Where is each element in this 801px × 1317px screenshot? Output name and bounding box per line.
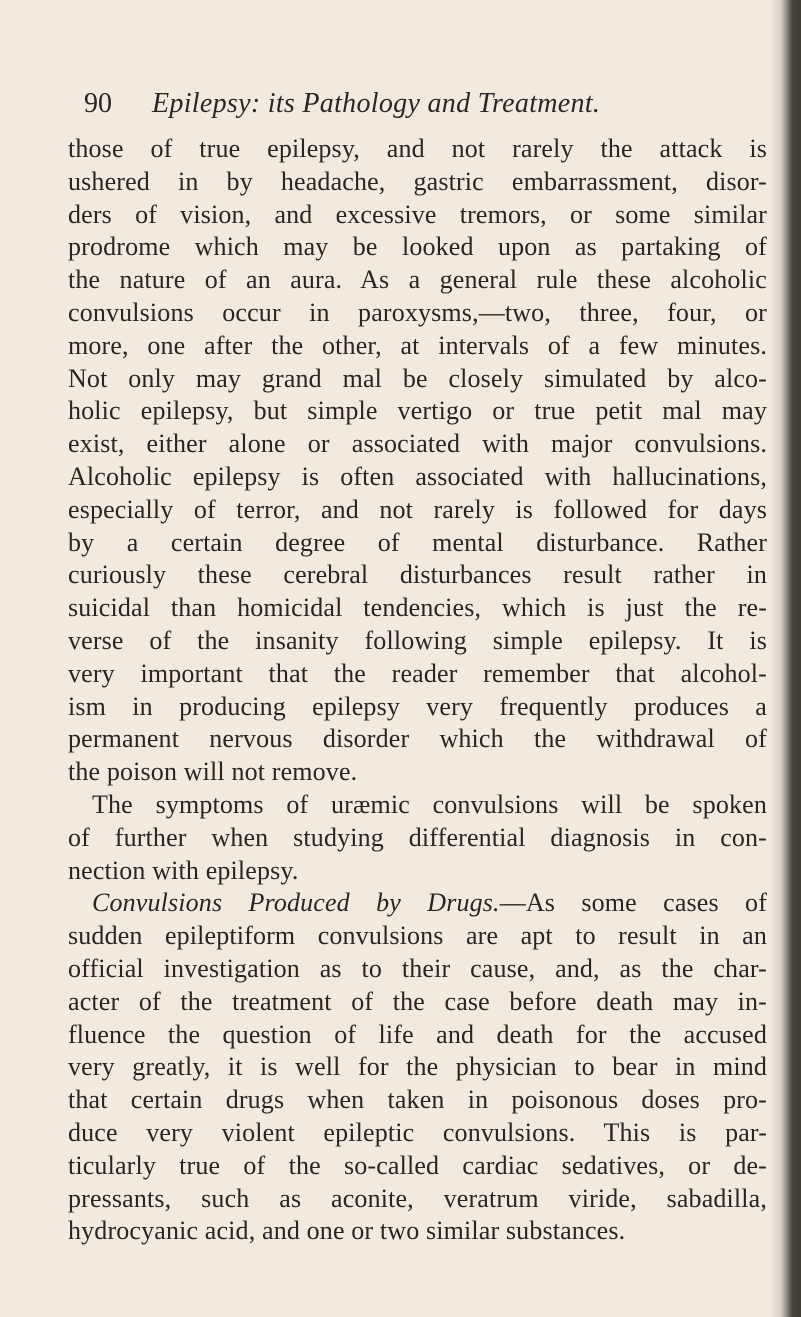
page-edge-shadow bbox=[771, 0, 801, 1317]
text-line: verse of the insanity following simple epilepsy. It is bbox=[68, 625, 767, 655]
text-line: prodrome which may be looked upon as partaking of bbox=[68, 232, 767, 262]
text-line: convulsions occur in paroxysms,—two, three, four, or bbox=[68, 297, 767, 327]
text-line: by a certain degree of mental disturbance. Rather bbox=[68, 527, 767, 557]
text-line: especially of terror, and not rarely is followed for days bbox=[68, 494, 767, 524]
section-first-line-rest: —As some cases of bbox=[499, 888, 768, 918]
text-line: permanent nervous disorder which the withdrawal of bbox=[68, 724, 767, 754]
running-title: Epilepsy: its Pathology and Treatment. bbox=[152, 88, 601, 119]
text-line: those of true epilepsy, and not rarely the attack is bbox=[68, 134, 767, 163]
text-line: pressants, such as aconite, veratrum viride, sabadilla, bbox=[68, 1183, 767, 1213]
text-line: very important that the reader remember that alcohol- bbox=[68, 658, 767, 688]
text-line: official investigation as to their cause, and, as the char- bbox=[68, 953, 767, 983]
text-line: The symptoms of uræmic convulsions will be spoken bbox=[92, 789, 767, 819]
text-line: ism in producing epilepsy very frequently produces a bbox=[68, 691, 767, 721]
page-number: 90 bbox=[84, 88, 112, 119]
text-line: that certain drugs when taken in poisonous doses pro- bbox=[68, 1085, 767, 1115]
text-line: curiously these cerebral disturbances result rather in bbox=[68, 560, 767, 590]
text-line: sudden epileptiform convulsions are apt to result in an bbox=[68, 921, 767, 951]
text-line: ders of vision, and excessive tremors, or some similar bbox=[68, 199, 767, 229]
text-line: very greatly, it is well for the physician to bear in mind bbox=[68, 1052, 767, 1082]
text-line: the nature of an aura. As a general rule these alcoholic bbox=[68, 265, 767, 295]
text-line: the poison will not remove. bbox=[68, 757, 358, 787]
text-line: ushered in by headache, gastric embarrassment, disor- bbox=[68, 166, 767, 196]
text-line: hydrocyanic acid, and one or two similar substances. bbox=[68, 1216, 626, 1246]
text-line: Not only may grand mal be closely simulated by alco- bbox=[68, 363, 767, 393]
text-line: more, one after the other, at intervals of a few minutes. bbox=[68, 330, 767, 360]
body-text bbox=[68, 133, 767, 1248]
text-line: nection with epilepsy. bbox=[68, 855, 299, 885]
text-line: duce very violent epileptic convulsions. This is par- bbox=[68, 1117, 767, 1147]
text-line: fluence the question of life and death for the accused bbox=[68, 1019, 767, 1049]
text-line: exist, either alone or associated with major convulsions. bbox=[68, 429, 767, 459]
text-line: suicidal than homicidal tendencies, which is just the re- bbox=[68, 593, 767, 623]
section-heading: Convulsions Produced by Drugs. bbox=[92, 888, 500, 918]
text-line: of further when studying differential diagnosis in con- bbox=[68, 822, 767, 852]
text-line: Alcoholic epilepsy is often associated with hallucinations, bbox=[68, 461, 767, 491]
text-line: acter of the treatment of the case before death may in- bbox=[68, 986, 767, 1016]
text-line: holic epilepsy, but simple vertigo or true petit mal may bbox=[68, 396, 767, 426]
running-header bbox=[84, 86, 764, 122]
text-line: ticularly true of the so-called cardiac sedatives, or de- bbox=[68, 1150, 767, 1180]
section-first-line bbox=[68, 887, 767, 920]
